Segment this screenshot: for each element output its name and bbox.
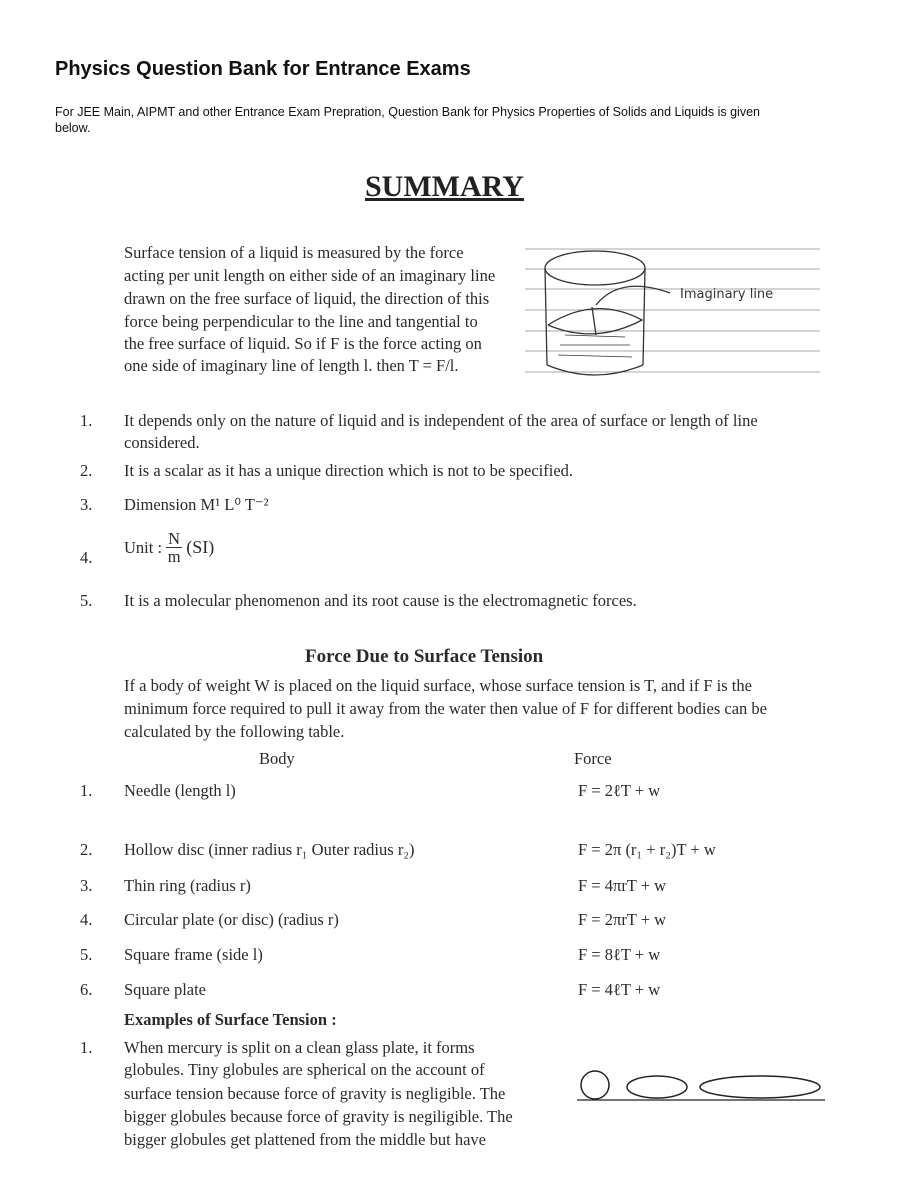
example-line: bigger globules get plattened from the middle but have bbox=[124, 1130, 486, 1149]
row-body: Hollow disc (inner radius r₁ Outer radius r₂) bbox=[124, 840, 415, 859]
examples-heading: Examples of Surface Tension : bbox=[124, 1010, 337, 1029]
paragraph-line: drawn on the free surface of liquid, the direction of this bbox=[124, 289, 490, 308]
point-number: 5. bbox=[80, 591, 93, 610]
row-force: F = 4ℓT + w bbox=[578, 980, 661, 999]
example-line: surface tension because force of gravity is negligible. The bbox=[124, 1084, 506, 1103]
paragraph-line: calculated by the following table. bbox=[124, 722, 345, 741]
point-number: 4. bbox=[80, 548, 93, 567]
paragraph-line: force being perpendicular to the line and tangential to bbox=[124, 312, 478, 331]
row-number: 4. bbox=[80, 910, 93, 929]
page-title: Physics Question Bank for Entrance Exams bbox=[55, 58, 471, 80]
paragraph-line: Surface tension of a liquid is measured by the force bbox=[124, 243, 464, 262]
row-force: F = 4πrT + w bbox=[578, 876, 667, 895]
example-line: bigger globules because force of gravity is negiligible. The bbox=[124, 1107, 513, 1126]
example-number: 1. bbox=[80, 1038, 93, 1057]
force-heading: Force Due to Surface Tension bbox=[305, 646, 544, 667]
row-body: Circular plate (or disc) (radius r) bbox=[124, 910, 339, 929]
example-line: When mercury is split on a clean glass plate, it forms bbox=[124, 1038, 475, 1057]
unit-suffix: (SI) bbox=[186, 537, 215, 557]
diagram-label: Imaginary line bbox=[680, 287, 774, 302]
point-number: 3. bbox=[80, 495, 93, 514]
row-number: 2. bbox=[80, 840, 93, 859]
point-number: 1. bbox=[80, 411, 93, 430]
row-body: Needle (length l) bbox=[124, 781, 236, 800]
imaginary-line-diagram bbox=[520, 235, 830, 385]
point-text: considered. bbox=[124, 433, 200, 452]
row-number: 6. bbox=[80, 980, 93, 999]
row-force: F = 2π (r₁ + r₂)T + w bbox=[578, 840, 716, 859]
point-text: It is a scalar as it has a unique direction which is not to be specified. bbox=[124, 461, 574, 480]
row-number: 1. bbox=[80, 781, 93, 800]
point-text: It depends only on the nature of liquid and is independent of the area of surface or length of line bbox=[124, 411, 758, 430]
row-number: 3. bbox=[80, 876, 93, 895]
paragraph-line: acting per unit length on either side of an imaginary line bbox=[124, 266, 496, 285]
unit-numerator: N bbox=[168, 529, 181, 548]
globules-diagram bbox=[575, 1065, 830, 1107]
row-number: 5. bbox=[80, 945, 93, 964]
paragraph-line: If a body of weight W is placed on the liquid surface, whose surface tension is T, and if F is the bbox=[124, 676, 752, 695]
row-body: Square plate bbox=[124, 980, 207, 999]
point-number: 2. bbox=[80, 461, 93, 480]
row-body: Square frame (side l) bbox=[124, 945, 263, 964]
col-body-header: Body bbox=[259, 749, 295, 768]
row-force: F = 2πrT + w bbox=[578, 910, 667, 929]
row-force: F = 2ℓT + w bbox=[578, 781, 661, 800]
intro-text: below. bbox=[55, 121, 91, 135]
summary-heading: SUMMARY bbox=[365, 170, 524, 203]
col-force-header: Force bbox=[574, 749, 612, 768]
example-line: globules. Tiny globules are spherical on the account of bbox=[124, 1060, 485, 1079]
paragraph-line: minimum force required to pull it away from the water then value of F for different bodies can be bbox=[124, 699, 767, 718]
intro-text: For JEE Main, AIPMT and other Entrance Exam Prepration, Question Bank for Physics Properties of Solids and Liquids is given bbox=[55, 105, 760, 119]
paragraph-line: one side of imaginary line of length l. then T = F/l. bbox=[124, 356, 459, 375]
unit-label: Unit : bbox=[124, 537, 163, 557]
paragraph-line: the free surface of liquid. So if F is the force acting on bbox=[124, 334, 482, 353]
row-body: Thin ring (radius r) bbox=[124, 876, 251, 895]
point-text: It is a molecular phenomenon and its root cause is the electromagnetic forces. bbox=[124, 591, 637, 610]
point-text: Dimension M¹ L⁰ T⁻² bbox=[124, 495, 269, 514]
unit-denominator: m bbox=[167, 547, 181, 566]
unit-formula bbox=[124, 530, 214, 565]
row-force: F = 8ℓT + w bbox=[578, 945, 661, 964]
